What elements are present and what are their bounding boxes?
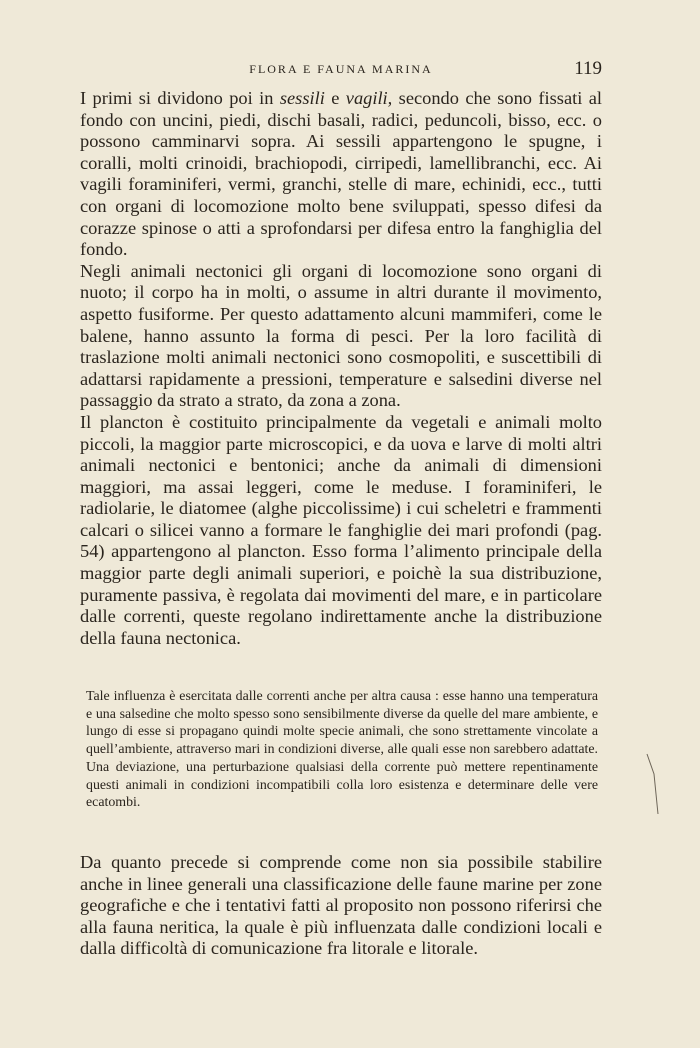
running-title: FLORA E FAUNA MARINA — [249, 62, 433, 76]
paragraph-connector: e — [324, 88, 346, 108]
term-vagili: vagili, — [345, 88, 393, 108]
margin-pencil-mark — [646, 752, 660, 816]
small-print-note: Tale influenza è esercitata dalle correnti anche per altra causa : esse hanno una temperatura e una salsedine che molto spesso sono sensibilmente diverse da quelle del mare ambiente, e lungo di esse si propagano quindi molte specie animali, che sono strettamente vincolate a quell’ambiente, attraverso mari in condizioni diverse, alle quali esse non sarebbero adattate. Una deviazione, una perturbazione qualsiasi della corrente può mettere repentinamente questi animali in condizioni incompatibili colla loro esistenza e determinare delle vere ecatombi. — [86, 689, 598, 811]
paragraph-plancton: Il plancton è costituito principalmente da vegetali e animali molto piccoli, la maggior parte microscopici, e da uova e larve di molti altri animali nectonici e bentonici; anche da animali di dimensioni maggiori, ma assai leggeri, come le meduse. I foraminiferi, le radiolarie, le diatomee (alghe piccolissime) i cui scheletri e frammenti calcari o silicei vanno a formare le fanghiglie dei mari profondi (pag. 54) appartengono al plancton. Esso forma l’alimento principale della maggior parte degli animali superiori, e poichè la sua distribuzione, puramente passiva, è regolata dai movimenti del mare, e in particolare dalle correnti, queste regolano indirettamente anche la distribuzione della fauna nectonica. — [80, 411, 602, 648]
page-number: 119 — [574, 58, 602, 79]
paragraph-lead: I primi si dividono poi in — [80, 88, 280, 108]
term-sessili: sessili — [279, 88, 325, 108]
paragraph-nectonici: Negli animali nectonici gli organi di locomozione sono organi di nuoto; il corpo ha in molti, o assume in altri durante il movimento, aspetto fusiforme. Per questo adattamento alcuni mammiferi, come le balene, hanno assunto la forma di pesci. Per la loro facilità di traslazione molti animali nectonici sono cosmopoliti, e suscettibili di adattarsi rapidamente a pressioni, temperature e salsedini diverse nel passaggio da strato a strato, da zona a zona. — [80, 260, 602, 411]
closing-paragraph: Da quanto precede si comprende come non sia possibile stabilire anche in linee generali una classificazione delle faune marine per zone geografiche e che i tentativi fatti al proposito non possono riferirsi che alla fauna neritica, la quale è più influenzata dalle condizioni locali e dalla difficoltà di comunicazione fra litorale e litorale. — [80, 852, 602, 959]
paragraph-rest: secondo che sono fissati al fondo con uncini, piedi, dischi basali, radici, peduncoli, bisso, ecc. o possono camminarvi sopra. Ai sessili appartengono le spugne, i coralli, molti crinoidi, brachiopodi, cirripedi, lamellibranchi, ecc. Ai vagili foraminiferi, vermi, granchi, stelle di mare, echinidi, ecc., tutti con organi di locomozione molto bene sviluppati, spesso difesi da corazze spinose o atti a sprofondarsi per difesa entro la fanghiglia del fondo. — [80, 88, 602, 260]
page-header — [80, 58, 602, 80]
main-text — [80, 88, 602, 649]
paragraph-sessili-vagili — [80, 88, 602, 261]
